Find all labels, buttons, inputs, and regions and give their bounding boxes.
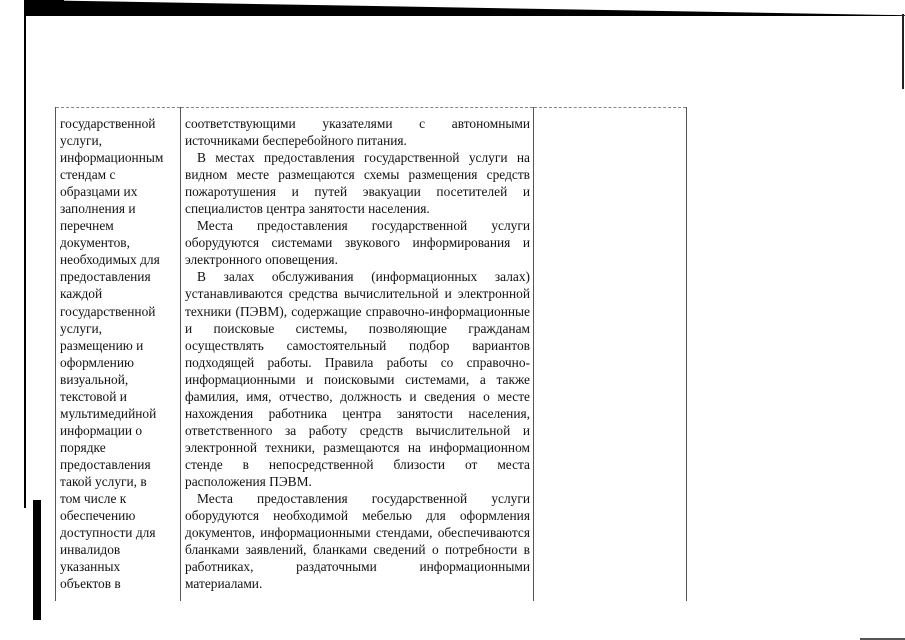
paragraph-computer-equipment: В залах обслуживания (информационных залах) устанавливаются средства вычислительной и электронной техники (ПЭВМ), содержащие справочно-информационные и поисковые системы, позволяющие гражданам осуществлять самостоятельный подбор вариантов подходящей работы. Правила работы со справочно-информационными и поисковыми системами, а также фамилия, имя, отчество, должность и сведения о месте нахождения работника центра занятости населения, ответственного за работу средств вычислительной и электронной техники, размещаются на информационном стенде в непосредственной близости от места расположения ПЭВМ. bbox=[185, 269, 530, 489]
text-line: государственной bbox=[60, 116, 156, 131]
text-line: порядке bbox=[60, 439, 106, 455]
text-line: перечнем bbox=[60, 218, 114, 234]
text-line: государственной bbox=[60, 303, 156, 319]
text-line: каждой bbox=[60, 286, 103, 302]
text-line: предоставления bbox=[60, 456, 151, 472]
text-line: визуальной, bbox=[60, 371, 129, 387]
text-line: доступности для bbox=[60, 525, 156, 541]
text-line: такой услуги, в bbox=[60, 473, 147, 489]
paragraph-sound-notification: Места предоставления государственной услуги оборудуются системами звукового информирования и электронного оповещения. bbox=[185, 218, 530, 268]
text-line: указанных bbox=[60, 559, 121, 575]
requirement-content-text bbox=[181, 108, 533, 592]
text-line: информационным bbox=[60, 150, 164, 166]
text-line: текстовой и bbox=[60, 388, 127, 404]
text-line: документов, bbox=[60, 235, 130, 251]
text-line: объектов в bbox=[60, 576, 121, 592]
text-line: стендам с bbox=[60, 167, 116, 183]
text-line: размещению и bbox=[60, 337, 144, 353]
scan-edge-top bbox=[24, 0, 905, 16]
table-cell-requirement-name bbox=[56, 108, 181, 602]
text-line: образцами их bbox=[60, 184, 138, 200]
text-line: обеспечению bbox=[60, 508, 136, 524]
text-line: информации о bbox=[60, 422, 143, 438]
text-line: услуги, bbox=[60, 320, 103, 336]
requirement-name-text bbox=[56, 108, 180, 601]
text-line: оформлению bbox=[60, 354, 134, 370]
paragraph-fire-evacuation-schemes: В местах предоставления государственной услуги на видном месте размещаются схемы размещения средств пожаротушения и путей эвакуации посетителей и специалистов центра занятости населения. bbox=[185, 150, 530, 217]
table-cell-requirement-content bbox=[181, 108, 534, 602]
text-line: заполнения и bbox=[60, 201, 136, 217]
scan-edge-left bbox=[24, 8, 26, 508]
text-line: предоставления bbox=[60, 269, 151, 285]
text-line: необходимых для bbox=[60, 252, 160, 268]
text-line: мультимедийной bbox=[60, 405, 157, 421]
scan-edge-left-bar bbox=[33, 500, 41, 620]
text-line: том числе к bbox=[60, 491, 127, 507]
table-row bbox=[56, 108, 687, 602]
paragraph-furniture-forms: Места предоставления государственной услуги оборудуются необходимой мебелью для оформления документов, информационными стендами, обеспечиваются бланками заявлений, бланками сведений о потребности в работниках, раздаточными информационными материалами. bbox=[185, 491, 530, 592]
paragraph-power-supply: соответствующими указателями с автономными источниками бесперебойного питания. bbox=[185, 116, 530, 149]
scan-edge-right bbox=[902, 14, 904, 89]
text-line: услуги, bbox=[60, 133, 103, 149]
scan-edge-top-corner bbox=[24, 0, 64, 12]
table-cell-empty bbox=[534, 108, 687, 602]
document-table bbox=[55, 107, 687, 601]
text-line: инвалидов bbox=[60, 542, 121, 558]
